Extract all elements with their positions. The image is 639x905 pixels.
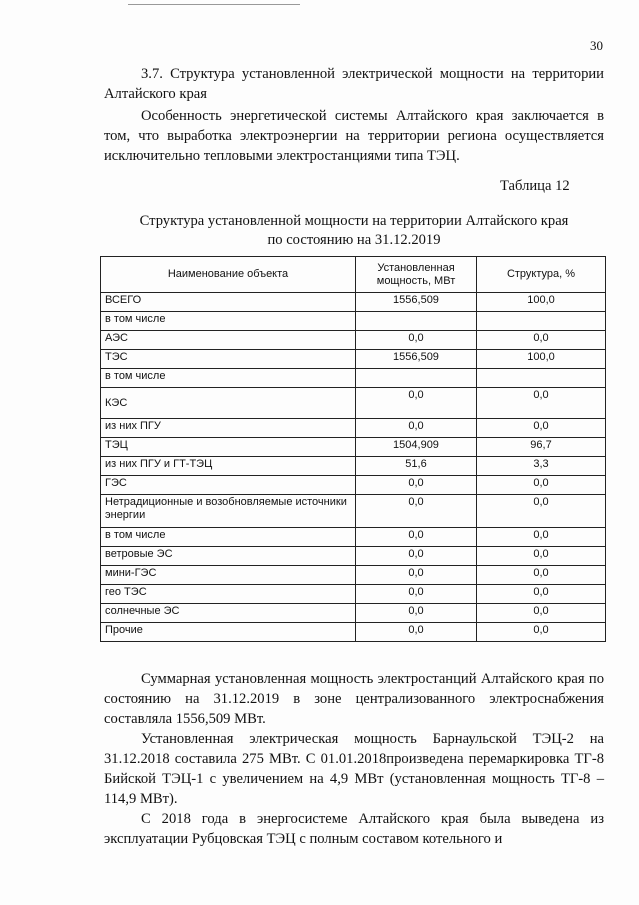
table-title: [104, 212, 604, 250]
row-name: из них ПГУ: [101, 419, 356, 438]
table-row: [101, 566, 606, 585]
row-name: в том числе: [101, 528, 356, 547]
table-row: [101, 547, 606, 566]
capacity-table: [100, 256, 606, 642]
row-power: 1556,509: [356, 350, 477, 369]
table-row: [101, 419, 606, 438]
row-share: 0,0: [477, 528, 606, 547]
table-row: [101, 331, 606, 350]
header-structure-percent: Структура, %: [477, 257, 606, 293]
row-power: [356, 312, 477, 331]
table-row: [101, 350, 606, 369]
paragraph-rubtsovsk-tpp: С 2018 года в энергосистеме Алтайского края была выведена из эксплуатации Рубцовская ТЭЦ с полным составом котельного и: [104, 811, 604, 847]
row-share: 0,0: [477, 419, 606, 438]
row-power: [356, 369, 477, 388]
row-power: 0,0: [356, 623, 477, 642]
row-share: 0,0: [477, 331, 606, 350]
table-row: [101, 438, 606, 457]
row-share: [477, 312, 606, 331]
paragraph-barnaul-tpp: Установленная электрическая мощность Барнаульской ТЭЦ-2 на 31.12.2018 составила 275 МВт. С 01.01.2018произведена перемаркировка ТГ-8 Бийской ТЭЦ-1 с увеличением на 4,9 МВт (установленная мощность ТГ-8 – 114,9 МВт).: [104, 731, 604, 807]
section-heading: 3.7. Структура установленной электрической мощности на территории Алтайского края: [104, 66, 604, 102]
header-object-name: Наименование объекта: [101, 257, 356, 293]
table-header-row: [101, 257, 606, 293]
row-share: [477, 369, 606, 388]
row-power: 0,0: [356, 585, 477, 604]
table-row: [101, 604, 606, 623]
row-power: 1556,509: [356, 293, 477, 312]
row-share: 0,0: [477, 585, 606, 604]
row-name: из них ПГУ и ГТ-ТЭЦ: [101, 457, 356, 476]
table-label: Таблица 12: [500, 178, 570, 194]
row-share: 0,0: [477, 623, 606, 642]
table-row: [101, 528, 606, 547]
row-name: в том числе: [101, 312, 356, 331]
row-power: 0,0: [356, 566, 477, 585]
row-power: 0,0: [356, 419, 477, 438]
row-power: 0,0: [356, 476, 477, 495]
row-share: 0,0: [477, 604, 606, 623]
table-row: [101, 457, 606, 476]
row-share: 3,3: [477, 457, 606, 476]
table-row: [101, 585, 606, 604]
row-power: 0,0: [356, 495, 477, 528]
row-power: 1504,909: [356, 438, 477, 457]
row-name: Прочие: [101, 623, 356, 642]
row-power: 0,0: [356, 528, 477, 547]
row-share: 0,0: [477, 388, 606, 419]
row-name: ветровые ЭС: [101, 547, 356, 566]
row-share: 0,0: [477, 547, 606, 566]
table-row: [101, 293, 606, 312]
table-title-line1: Структура установленной мощности на территории Алтайского края: [139, 213, 569, 229]
row-share: 0,0: [477, 566, 606, 585]
row-power: 0,0: [356, 388, 477, 419]
row-power: 0,0: [356, 331, 477, 350]
row-share: 0,0: [477, 476, 606, 495]
row-name: солнечные ЭС: [101, 604, 356, 623]
row-name: ГЭС: [101, 476, 356, 495]
table-row: [101, 388, 606, 419]
row-share: 96,7: [477, 438, 606, 457]
table-row: [101, 495, 606, 528]
intro-paragraph: Особенность энергетической системы Алтайского края заключается в том, что выработка электроэнергии на территории региона осуществляется исключительно тепловыми электростанциями типа ТЭЦ.: [104, 108, 604, 164]
table-row: [101, 369, 606, 388]
header-installed-power: Установленная мощность, МВт: [356, 257, 477, 293]
paragraph-total-capacity: Суммарная установленная мощность электростанций Алтайского края по состоянию на 31.12.2019 в зоне централизованного электроснабжения составляла 1556,509 МВт.: [104, 671, 604, 727]
row-name: ВСЕГО: [101, 293, 356, 312]
table-title-line2: по состоянию на 31.12.2019: [267, 232, 441, 248]
row-name: Нетрадиционные и возобновляемые источники энергии: [101, 495, 356, 528]
row-name: АЭС: [101, 331, 356, 350]
row-name: гео ТЭС: [101, 585, 356, 604]
row-name: ТЭС: [101, 350, 356, 369]
row-name: мини-ГЭС: [101, 566, 356, 585]
table-row: [101, 312, 606, 331]
row-share: 0,0: [477, 495, 606, 528]
table-row: [101, 623, 606, 642]
row-power: 0,0: [356, 547, 477, 566]
table-row: [101, 476, 606, 495]
row-power: 51,6: [356, 457, 477, 476]
row-share: 100,0: [477, 293, 606, 312]
row-share: 100,0: [477, 350, 606, 369]
row-name: КЭС: [101, 388, 356, 419]
row-name: в том числе: [101, 369, 356, 388]
row-name: ТЭЦ: [101, 438, 356, 457]
page-number: 30: [590, 38, 603, 53]
header-rule: [128, 4, 300, 5]
row-power: 0,0: [356, 604, 477, 623]
